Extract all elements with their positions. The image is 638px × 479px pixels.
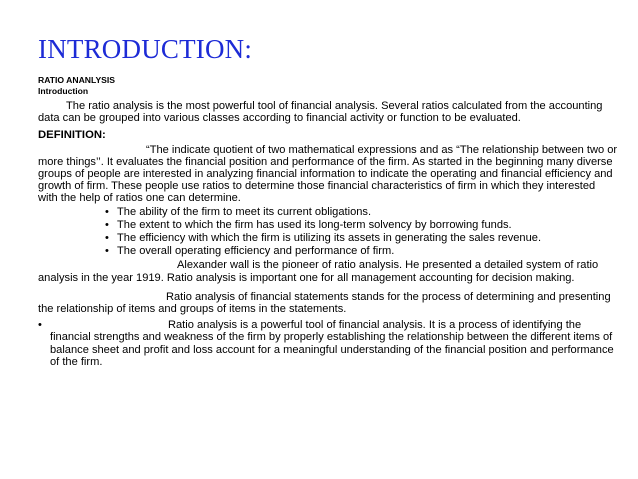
- definition-heading: DEFINITION:: [38, 129, 106, 142]
- bullet-text: The efficiency with which the firm is utilizing its assets in generating the sales revenue.: [117, 232, 542, 245]
- final-bullet-item: [38, 319, 618, 368]
- financial-statements-paragraph: Ratio analysis of financial statements stands for the process of determining and presenting the relationship of items and groups of items in the statements.: [38, 290, 611, 316]
- bullet-glyph: •: [105, 245, 109, 258]
- list-item: [38, 206, 618, 218]
- list-item: [38, 219, 618, 231]
- bullet-glyph: •: [105, 232, 109, 245]
- slide-title: INTRODUCTION:: [38, 34, 253, 64]
- alexander-wall-paragraph: Alexander wall is the pioneer of ratio analysis. He presented a detailed system of ratio analysis in the year 1919. Ratio analysis is important one for all management accounting for decision making.: [38, 259, 599, 284]
- subheading-introduction: Introduction: [38, 86, 89, 96]
- bullet-text: The overall operating efficiency and performance of firm.: [117, 245, 395, 258]
- intro-paragraph: The ratio analysis is the most powerful tool of financial analysis. Several ratios calculated from the accounting data can be grouped into various classes according to financial activity or function to be evaluated.: [38, 100, 603, 125]
- bullet-text: The ability of the firm to meet its current obligations.: [117, 205, 372, 218]
- definition-paragraph: “The indicate quotient of two mathematical expressions and as “The relationship between two or more things’’. It evaluates the financial position and performance of the firm. As started in the beginning many diverse groups of people are interested in analyzing financial information to indicate the operating and financial efficiency and growth of firm. These people use ratios to determine those financial characteristics of firm in which they interested with the help of ratios one can determine.: [38, 143, 618, 205]
- final-bullet-text: [50, 319, 614, 368]
- bullet-text: The extent to which the firm has used its long-term solvency by borrowing funds.: [117, 218, 512, 231]
- bullet-glyph: •: [38, 319, 42, 332]
- slide-body: [38, 75, 618, 368]
- subheading-ratio-analysis: RATIO ANANLYSIS: [38, 75, 116, 85]
- bullet-glyph: •: [105, 218, 109, 231]
- list-item: [38, 245, 618, 257]
- bullet-glyph: •: [105, 205, 109, 218]
- bullet-list: [38, 206, 618, 258]
- list-item: [38, 232, 618, 244]
- final-bullet-content: Ratio analysis is a powerful tool of financial analysis. It is a process of identifying the financial strengths and weakness of the firm by properly establishing the relationship between the different items of balance sheet and profit and loss account for a meaningful understanding of the financial position and performance of the firm.: [50, 319, 614, 368]
